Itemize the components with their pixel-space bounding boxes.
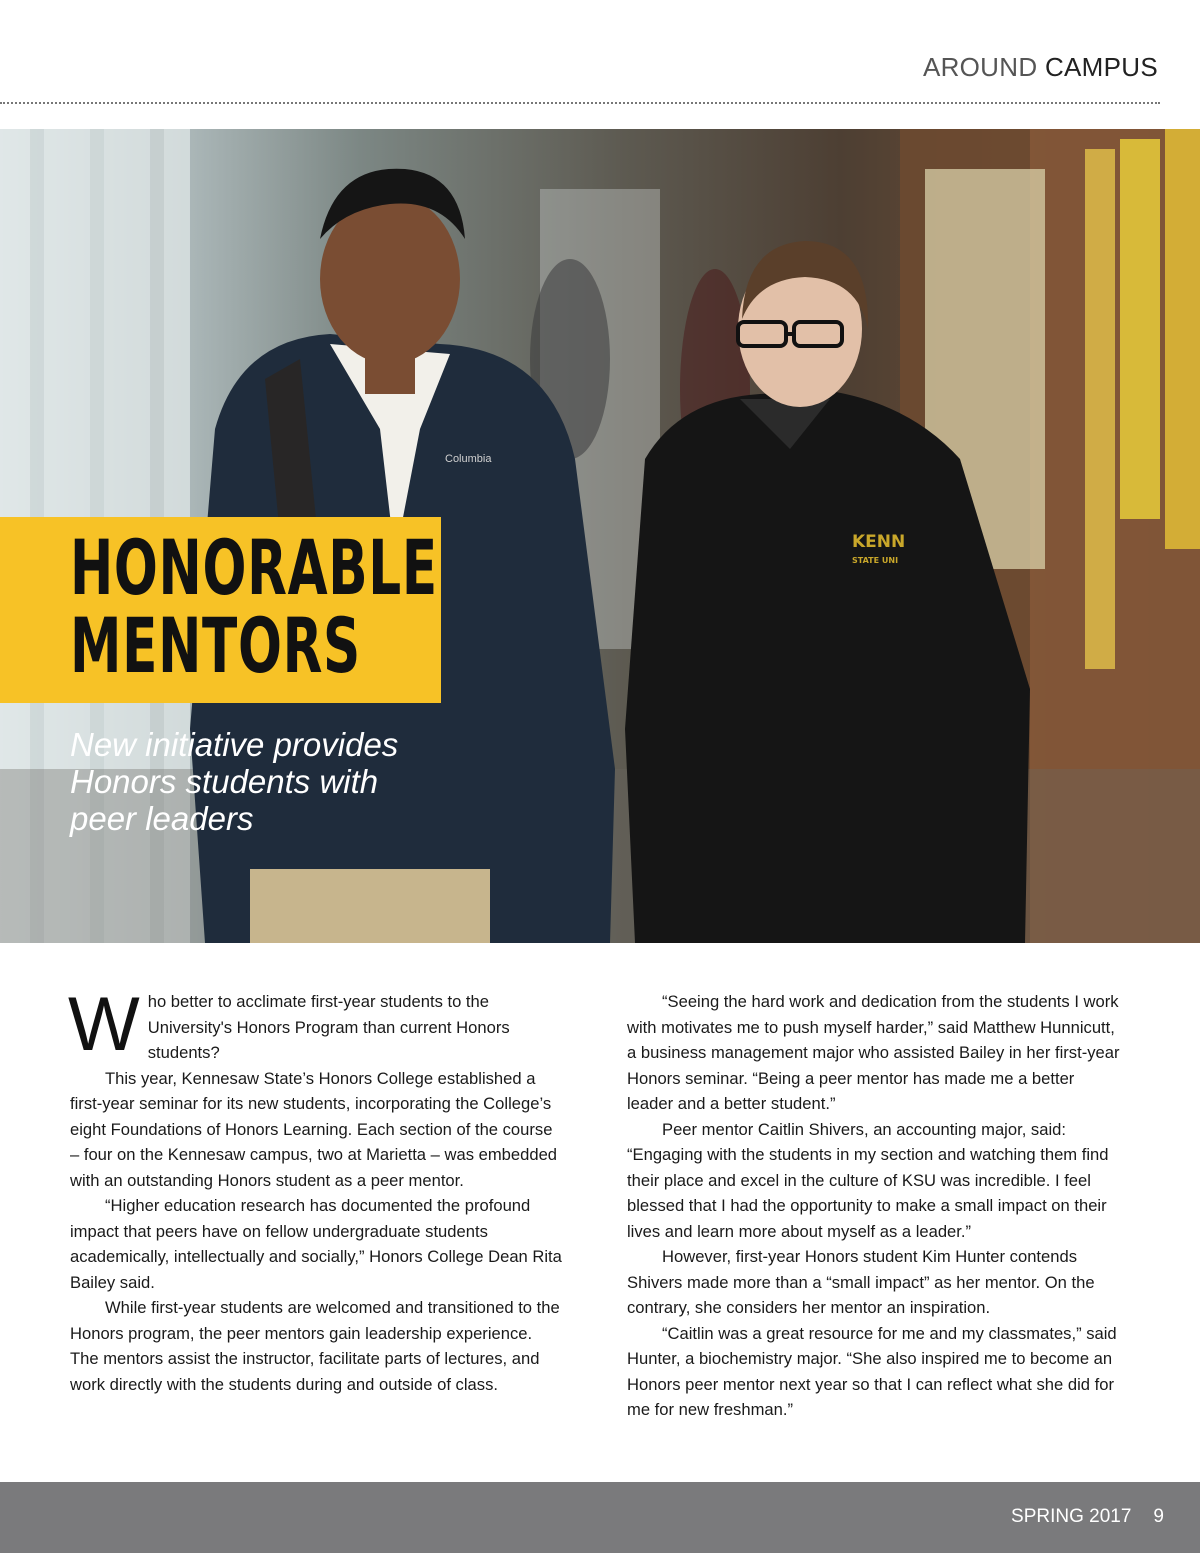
jacket-logo: Columbia <box>445 453 492 465</box>
page-number: 9 <box>1153 1506 1164 1527</box>
shirt-text-line2: STATE UNI <box>852 556 899 565</box>
header-dotted-rule <box>0 102 1160 104</box>
section-label-campus: CAMPUS <box>1044 52 1158 82</box>
footer-text <box>1011 1506 1164 1528</box>
article-paragraph: While first-year students are welcomed and transitioned to the Honors program, the peer mentors gain leadership experience. The mentors assist the instructor, facilitate parts of lectures, and work directly with the students during and outside of class. <box>70 1298 560 1394</box>
drop-cap: W <box>68 982 140 1067</box>
section-label <box>923 52 1158 83</box>
shirt-text-line1: KENN <box>852 532 906 552</box>
headline-line-2: MENTORS <box>70 601 361 690</box>
article-column-right <box>627 989 1122 1423</box>
article-paragraph: “Higher education research has documented the profound impact that peers have on fellow undergraduate students academically, intellectually and socially,” Honors College Dean Rita Bailey said. <box>70 1196 562 1292</box>
article-paragraph: Peer mentor Caitlin Shivers, an accounting major, said: “Engaging with the students in my section and watching them find their place and excel in the culture of KSU was incredible. I feel blessed that I had the opportunity to make a small impact on their lives and learn more about myself as a leader.” <box>627 1119 1109 1241</box>
section-label-around: AROUND <box>922 52 1038 82</box>
article-column-left <box>68 982 565 1397</box>
headline-box <box>0 517 441 703</box>
article-paragraph: “Caitlin was a great resource for me and my classmates,” said Hunter, a biochemistry major. “She also inspired me to become an Honors peer mentor next year so that I can reflect what she did for me for new freshman.” <box>627 1323 1117 1419</box>
footer-issue: SPRING 2017 <box>1011 1506 1132 1527</box>
article-paragraph <box>68 982 565 1067</box>
article-paragraph: “Seeing the hard work and dedication from the students I work with motivates me to push myself harder,” said Matthew Hunnicutt, a business management major who assisted Bailey in her first-year Honors seminar. “Being a peer mentor has made me a better leader and a better student.” <box>627 992 1120 1113</box>
headline-subtitle: New initiative provides Honors students with peer leaders <box>70 726 399 837</box>
headline-line-1: HONORABLE <box>70 523 438 612</box>
article-paragraph: This year, Kennesaw State’s Honors College established a first-year seminar for its new students, incorporating the College’s eight Foundations of Honors Learning. Each section of the course – four on the Kennesaw campus, two at Marietta – was embedded with an outstanding Honors student as a peer mentor. <box>70 1068 558 1190</box>
article-paragraph: However, first-year Honors student Kim Hunter contends Shivers made more than a “small impact” as her mentor. On the contrary, she considers her mentor an inspiration. <box>627 1247 1095 1317</box>
page-footer <box>0 1482 1200 1553</box>
article-lead-text: ho better to acclimate first-year students to the University's Honors Program than current Honors students? <box>147 992 510 1062</box>
